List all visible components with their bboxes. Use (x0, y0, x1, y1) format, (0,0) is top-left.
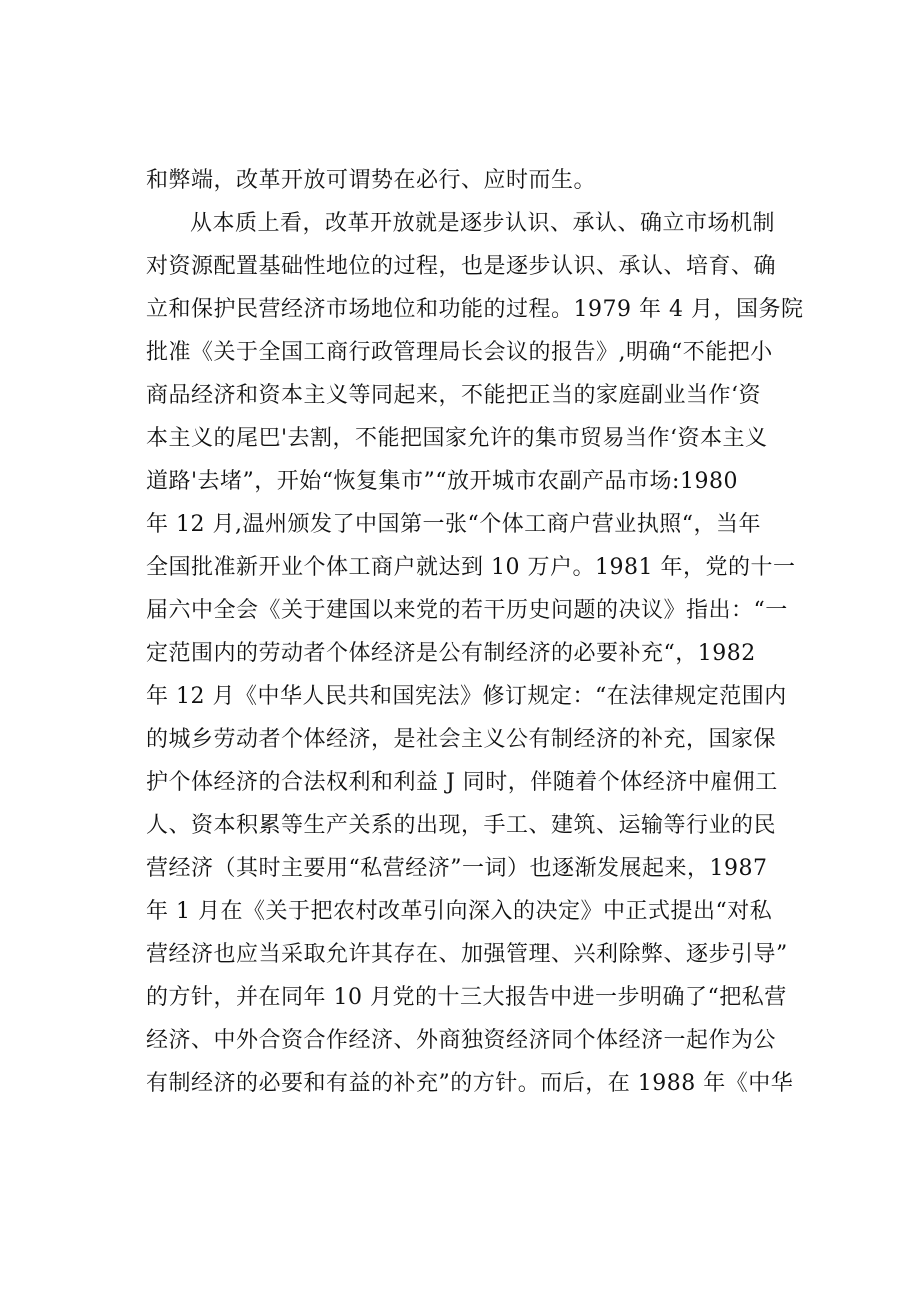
text-line: 道路'去堵”，开始“恢复集市”“放开城市农副产品市场:1980 (146, 469, 738, 494)
paragraph-first-line: 从本质上看，改革开放就是逐步认识、承认、确立市场机制 (190, 211, 776, 236)
text-line: 有制经济的必要和有益的补充”的方针。而后，在 1988 年《中华 (146, 1071, 794, 1096)
text-line: 届六中全会《关于建国以来党的若干历史问题的决议》指出：“一 (146, 598, 788, 623)
text-line: 护个体经济的合法权利和利益 J 同时，伴随着个体经济中雇佣工 (146, 770, 778, 795)
text-line: 营经济也应当采取允许其存在、加强管理、兴利除弊、逐步引导” (146, 942, 788, 967)
text-line: 立和保护民营经济市场地位和功能的过程。1979 年 4 月，国务院 (146, 297, 804, 322)
text-line: 对资源配置基础性地位的过程，也是逐步认识、承认、培育、确 (146, 254, 777, 279)
text-line: 本主义的尾巴'去割，不能把国家允许的集市贸易当作‘资本主义 (146, 426, 768, 451)
text-line: 的城乡劳动者个体经济，是社会主义公有制经济的补充，国家保 (146, 727, 777, 752)
text-line: 的方针，并在同年 10 月党的十三大报告中进一步明确了“把私营 (146, 985, 787, 1010)
text-line: 年 12 月,温州颁发了中国第一张“个体工商户营业执照“，当年 (146, 512, 761, 537)
text-line: 营经济（其时主要用“私营经济”一词）也逐渐发展起来，1987 (146, 856, 768, 881)
text-line: 批准《关于全国工商行政管理局长会议的报告》,明确“不能把小 (146, 340, 773, 365)
text-line: 年 1 月在《关于把农村改革引向深入的决定》中正式提出“对私 (146, 899, 773, 924)
text-line: 和弊端，改革开放可谓势在必行、应时而生。 (146, 168, 597, 193)
text-line: 全国批准新开业个体工商户就达到 10 万户。1981 年，党的十一 (146, 555, 796, 580)
text-line: 年 12 月《中华人民共和国宪法》修订规定：“在法律规定范围内 (146, 684, 787, 709)
text-line: 定范围内的劳动者个体经济是公有制经济的必要补充“，1982 (146, 641, 756, 666)
text-line: 人、资本积累等生产关系的出现，手工、建筑、运输等行业的民 (146, 813, 777, 838)
text-line: 商品经济和资本主义等同起来，不能把正当的家庭副业当作‘资 (146, 383, 761, 408)
text-line: 经济、中外合资合作经济、外商独资经济同个体经济一起作为公 (146, 1028, 777, 1053)
